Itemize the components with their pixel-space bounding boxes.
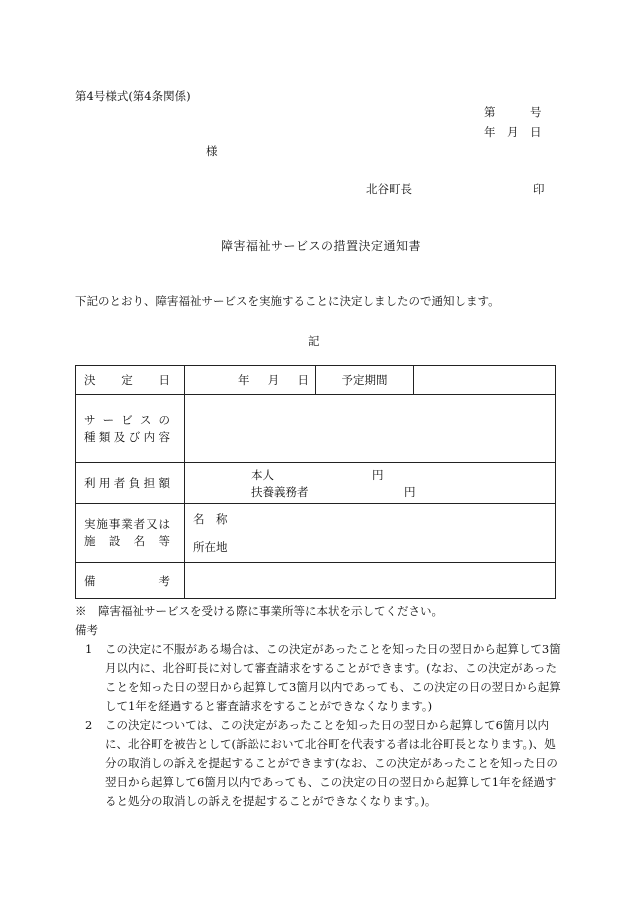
- ki-heading: 記: [308, 334, 320, 348]
- seal-mark: 印: [533, 182, 545, 196]
- label-char: 定: [121, 373, 133, 387]
- planned-period-value: [414, 366, 556, 395]
- label-char: 日: [158, 373, 170, 387]
- notes-section: [75, 602, 565, 811]
- issue-date: 年 月 日: [484, 125, 542, 139]
- provider-label-line1: 実施事業者又は: [84, 517, 170, 531]
- service-label-line2: 種類及び内容: [84, 429, 170, 444]
- remarks-label: [76, 563, 185, 599]
- provider-address-label: 所在地: [193, 540, 228, 554]
- provider-label: [76, 504, 185, 563]
- row-service: [76, 395, 556, 463]
- service-label: [76, 395, 185, 463]
- remarks-value: [185, 563, 556, 599]
- burden-supporter-unit: 円: [404, 485, 416, 499]
- note-item-text: この決定に不服がある場合は、この決定があったことを知った日の翌日から起算して3箇月以内に、北谷町長に対して審査請求をすることができます。(なお、この決定があったことを知った日の翌日から起算して3箇月以内であっても、この決定の日の翌日から起算して1年を経過すると審査請求をすることができなくなります。): [105, 642, 561, 713]
- remarks-heading: 備考: [75, 623, 98, 637]
- label-char: 考: [158, 573, 170, 588]
- day-label: 日: [297, 373, 309, 387]
- row-decision-date: [76, 366, 556, 395]
- provider-name-label: 名 称: [193, 512, 228, 526]
- service-label-line1: サービスの: [84, 412, 170, 427]
- burden-label-text: 利用者負担額: [84, 475, 170, 490]
- decision-date-value: [185, 366, 316, 395]
- decision-date-label: [76, 366, 185, 395]
- note-item: [75, 640, 565, 716]
- year-label: 年: [238, 373, 250, 387]
- month-label: 月: [267, 373, 280, 387]
- form-number: 第4号様式(第4条関係): [75, 89, 191, 103]
- burden-person-label: 本人: [251, 468, 274, 482]
- row-burden: [76, 463, 556, 504]
- document-title: 障害福祉サービスの措置決定通知書: [221, 239, 422, 253]
- burden-label: [76, 463, 185, 504]
- burden-value: [185, 463, 556, 504]
- addressee-suffix: 様: [206, 144, 218, 158]
- provider-value: [185, 504, 556, 563]
- planned-period-label: 予定期間: [316, 366, 414, 395]
- burden-supporter-label: 扶養義務者: [251, 485, 309, 499]
- note-item-number: 2: [85, 718, 93, 732]
- intro-text: 下記のとおり、障害福祉サービスを実施することに決定しましたので通知します。: [75, 294, 500, 308]
- issuer-name: 北谷町長: [366, 182, 412, 196]
- label-char: 決: [84, 373, 96, 387]
- service-value: [185, 395, 556, 463]
- row-provider: [76, 504, 556, 563]
- note-item: [75, 716, 565, 811]
- note-item-number: 1: [85, 642, 93, 656]
- provider-label-line2: 施設名等: [84, 534, 170, 548]
- label-char: 備: [84, 573, 96, 588]
- asterisk-note: ※ 障害福祉サービスを受ける際に事業所等に本状を示してください。: [75, 604, 443, 618]
- decision-table: [75, 365, 556, 599]
- note-item-text: この決定については、この決定があったことを知った日の翌日から起算して6箇月以内に、北谷町を被告として(訴訟において北谷町を代表する者は北谷町長となります。)、処分の取消しの訴えを提起することができます(なお、この決定があったことを知った日の翌日から起算して6箇月以内であっても、この決定の日の翌日から起算して1年を経過すると処分の取消しの訴えを提起することができなくなります。)。: [105, 718, 558, 808]
- row-remarks: [76, 563, 556, 599]
- document-number: 第 号: [484, 105, 542, 119]
- burden-person-unit: 円: [372, 468, 384, 482]
